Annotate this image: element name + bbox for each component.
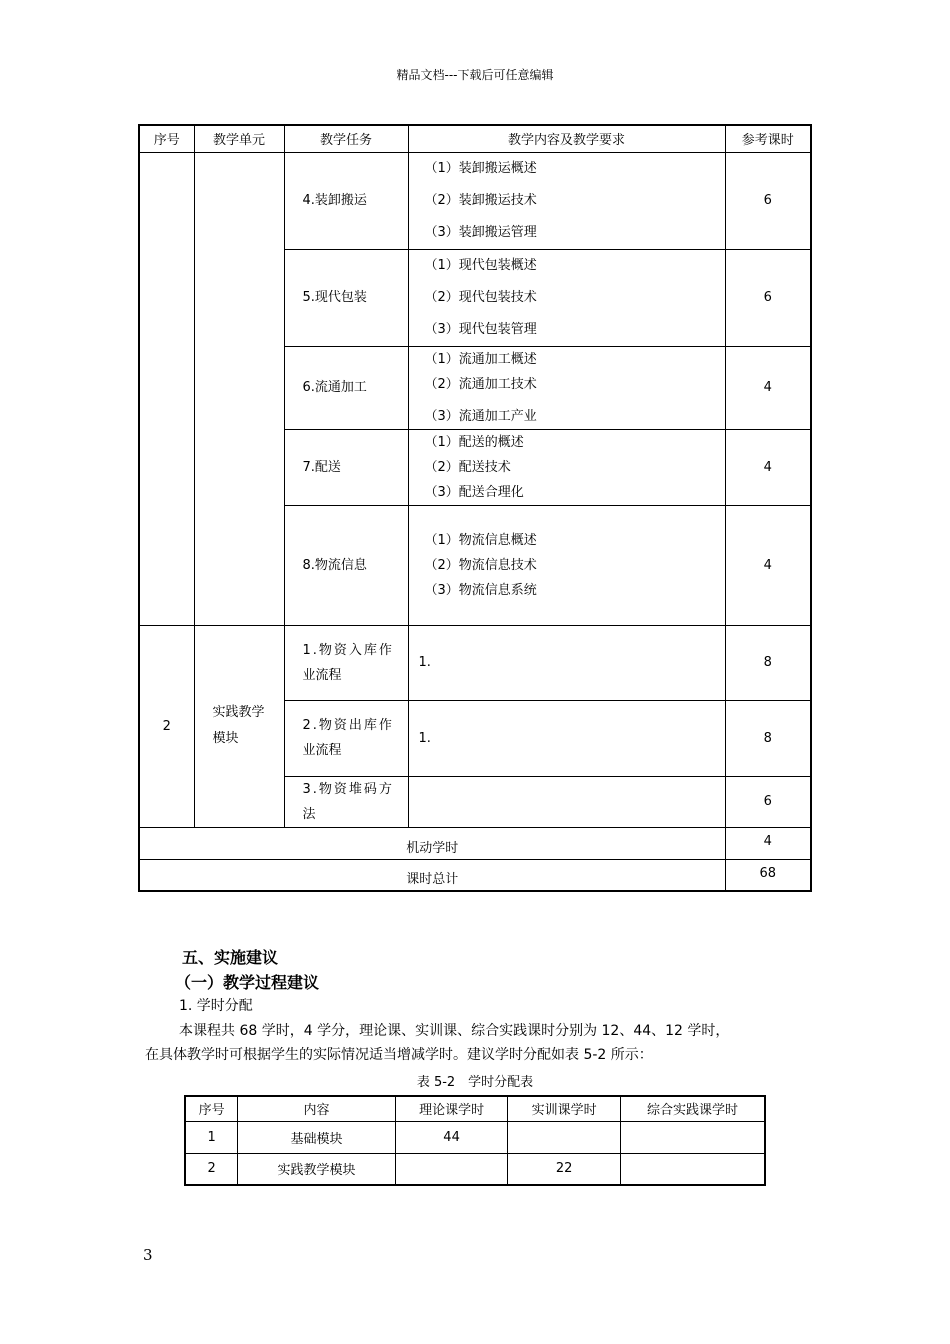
table-header-row xyxy=(139,125,811,152)
content-line: （2）配送技术 xyxy=(424,459,511,475)
content-cell: 1. xyxy=(408,700,725,776)
table-cell xyxy=(620,1153,765,1185)
subsection-title: （一）教学过程建议 xyxy=(175,973,320,992)
total-hours-value: 68 xyxy=(725,859,811,891)
hours-cell: 6 xyxy=(725,249,811,346)
total-hours-label: 课时总计 xyxy=(139,859,725,891)
content-cell xyxy=(408,429,725,505)
hours-cell: 4 xyxy=(725,346,811,429)
task-line: 业流程 xyxy=(302,743,342,758)
page-number: 3 xyxy=(143,1246,153,1264)
content-cell xyxy=(408,776,725,827)
section-title: 五、实施建议 xyxy=(182,948,279,967)
table-header-row xyxy=(185,1096,765,1121)
table-caption: 表 5-2 学时分配表 xyxy=(416,1075,534,1090)
content-line: （2）流通加工技术 xyxy=(424,376,537,392)
task-cell xyxy=(284,625,408,700)
task-line: 1.物资入库作 xyxy=(302,642,394,658)
header-cell: 参考课时 xyxy=(725,125,811,152)
table-row xyxy=(139,625,811,700)
table-cell: 基础模块 xyxy=(238,1121,395,1153)
content-cell xyxy=(408,505,725,625)
content-line: （1）配送的概述 xyxy=(424,434,524,450)
module2-no-cell: 2 xyxy=(139,625,194,827)
table-cell: 22 xyxy=(508,1153,621,1185)
content-cell xyxy=(408,249,725,346)
task-cell: 8.物流信息 xyxy=(284,505,408,625)
table-cell: 1 xyxy=(185,1121,238,1153)
task-cell: 4.装卸搬运 xyxy=(284,152,408,249)
table-row xyxy=(185,1153,765,1185)
hours-allocation-table xyxy=(184,1095,766,1186)
task-line: 业流程 xyxy=(302,667,342,683)
header-cell: 教学内容及教学要求 xyxy=(408,125,725,152)
header-cell: 内容 xyxy=(238,1096,395,1121)
content-line: （3）装卸搬运管理 xyxy=(424,224,537,240)
header-cell: 序号 xyxy=(139,125,194,152)
task-line: 2.物资出库作 xyxy=(302,718,394,733)
content-line: （3）配送合理化 xyxy=(424,484,524,500)
content-line: （1）装卸搬运概述 xyxy=(424,160,537,176)
content-line: （2）物流信息技术 xyxy=(424,557,537,573)
task-line: 3.物资堆码方 xyxy=(302,781,394,797)
content-line: （3）流通加工产业 xyxy=(424,408,537,424)
content-cell xyxy=(408,152,725,249)
header-cell: 理论课学时 xyxy=(395,1096,508,1121)
table-cell xyxy=(508,1121,621,1153)
table-cell: 2 xyxy=(185,1153,238,1185)
content-cell: 1. xyxy=(408,625,725,700)
page-header: 精品文档---下载后可任意编辑 xyxy=(396,68,554,82)
content-line: （3）现代包装管理 xyxy=(424,321,537,337)
task-line: 法 xyxy=(302,806,316,822)
header-cell: 实训课学时 xyxy=(508,1096,621,1121)
unit-line: 实践教学 xyxy=(212,705,265,720)
table-row xyxy=(185,1121,765,1153)
content-line: （2）装卸搬运技术 xyxy=(424,192,537,208)
content-line: （1）流通加工概述 xyxy=(424,351,537,367)
flex-hours-label: 机动学时 xyxy=(139,827,725,859)
table-cell xyxy=(395,1153,508,1185)
module1-unit-cell xyxy=(194,152,284,625)
module2-unit-cell xyxy=(194,625,284,827)
content-cell xyxy=(408,346,725,429)
unit-line: 模块 xyxy=(212,731,239,746)
header-cell: 综合实践课学时 xyxy=(620,1096,765,1121)
paragraph-line: 在具体教学时可根据学生的实际情况适当增减学时。建议学时分配如表 5-2 所示： xyxy=(145,1047,653,1063)
hours-cell: 6 xyxy=(725,152,811,249)
paragraph-line: 本课程共 68 学时，4 学分，理论课、实训课、综合实践课时分别为 12、44、12 学时， xyxy=(179,1023,730,1039)
hours-cell: 6 xyxy=(725,776,811,827)
table-cell: 实践教学模块 xyxy=(238,1153,395,1185)
content-line: （3）物流信息系统 xyxy=(424,582,537,598)
header-cell: 教学任务 xyxy=(284,125,408,152)
table-row xyxy=(139,827,811,859)
hours-cell: 4 xyxy=(725,429,811,505)
hours-cell: 8 xyxy=(725,625,811,700)
content-line: （1）现代包装概述 xyxy=(424,257,537,273)
table-row xyxy=(139,859,811,891)
module1-no-cell xyxy=(139,152,194,625)
flex-hours-value: 4 xyxy=(725,827,811,859)
table-cell xyxy=(620,1121,765,1153)
item-title: 1. 学时分配 xyxy=(179,998,253,1014)
task-cell xyxy=(284,700,408,776)
content-line: （2）现代包装技术 xyxy=(424,289,537,305)
hours-cell: 4 xyxy=(725,505,811,625)
table-cell: 44 xyxy=(395,1121,508,1153)
content-line: （1）物流信息概述 xyxy=(424,532,537,548)
task-cell: 5.现代包装 xyxy=(284,249,408,346)
header-cell: 序号 xyxy=(185,1096,238,1121)
task-cell: 7.配送 xyxy=(284,429,408,505)
table-row xyxy=(139,152,811,249)
task-cell xyxy=(284,776,408,827)
task-cell: 6.流通加工 xyxy=(284,346,408,429)
hours-cell: 8 xyxy=(725,700,811,776)
header-cell: 教学单元 xyxy=(194,125,284,152)
course-hours-table xyxy=(138,124,812,892)
